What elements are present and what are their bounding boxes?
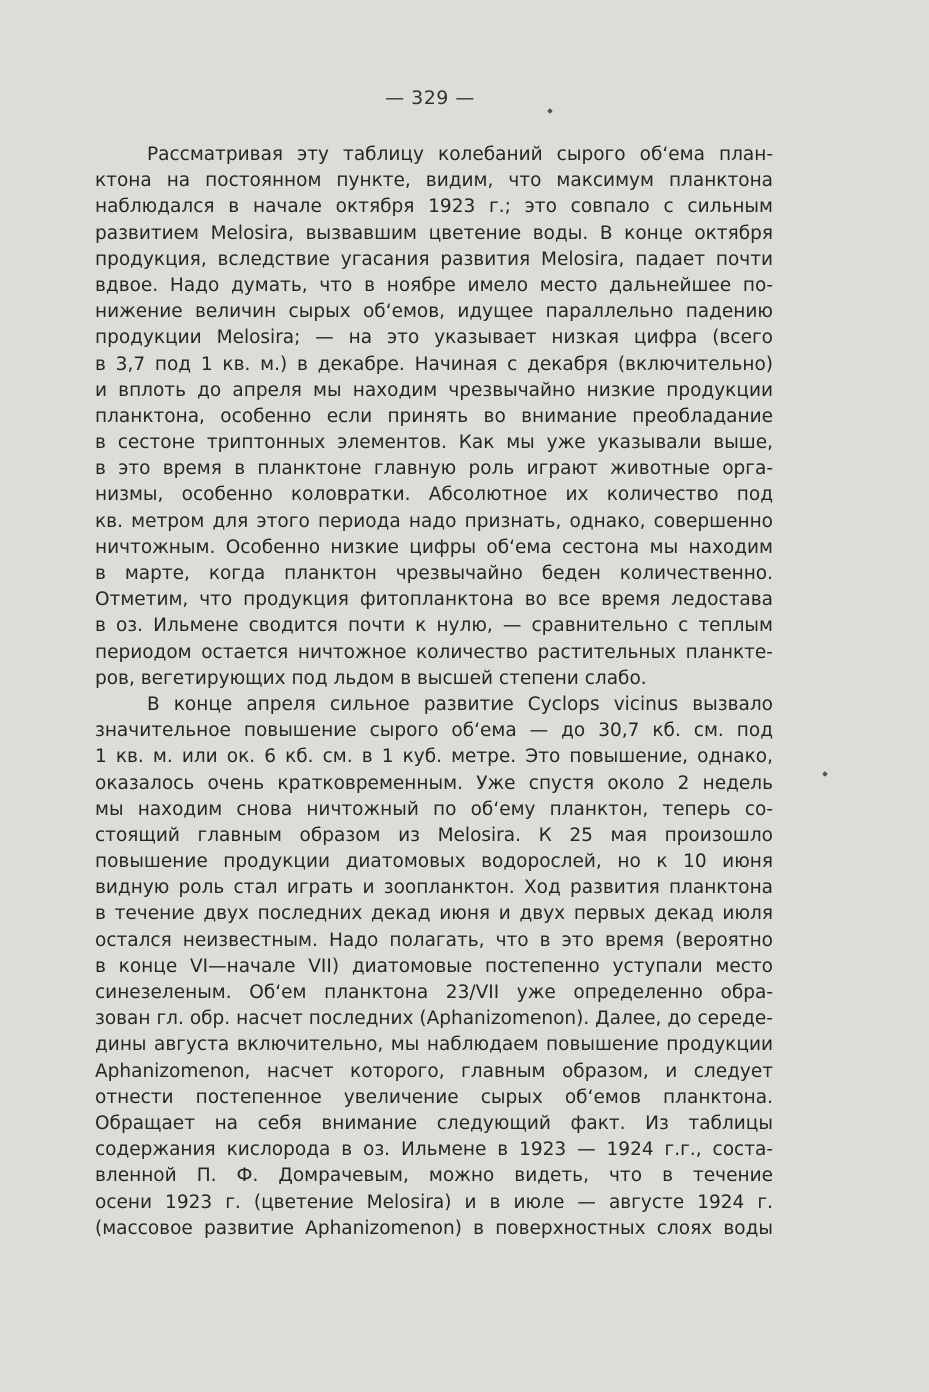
text-line: Рассматривая эту таблицу колебаний сырого об‘ема план-: [147, 144, 773, 165]
text-line: Отметим, что продукция фитопланктона во все время ледостава: [95, 589, 773, 611]
body-text: [95, 142, 773, 1242]
text-line: периодом остается ничтожное количество растительных планкте-: [95, 641, 773, 663]
paragraph-2: [95, 692, 773, 1242]
text-line: (массовое развитие Aphanizomenon) в поверхностных слоях воды: [95, 1217, 773, 1239]
text-line: остался неизвестным. Надо полагать, что в это время (вероятно: [95, 929, 773, 951]
text-line: В конце апреля сильное развитие Cyclops vicinus вызвало: [147, 693, 773, 715]
text-line: вдвое. Надо думать, что в ноябре имело место дальнейшее по-: [95, 274, 773, 296]
text-line: в оз. Ильмене сводится почти к нулю, — сравнительно с теплым: [95, 615, 773, 637]
text-line: значительное повышение сырого об‘ема — до 30,7 кб. см. под: [95, 720, 773, 742]
text-line: в течение двух последних декад июня и двух первых декад июля: [95, 903, 773, 925]
text-line: в конце VI—начале VII) диатомовые постепенно уступали место: [95, 955, 773, 977]
text-line: отнести постепенное увеличение сырых об‘емов планктона.: [95, 1086, 773, 1108]
text-line: низмы, особенно коловратки. Абсолютное их количество под: [95, 484, 773, 506]
paragraph-1: [95, 142, 773, 692]
text-line: продукции Melosira; — на это указывает низкая цифра (всего: [95, 327, 773, 349]
text-line: в марте, когда планктон чрезвычайно беден количественно.: [95, 563, 773, 584]
text-line: содержания кислорода в оз. Ильмене в 1923 — 1924 г.г., соста-: [95, 1139, 773, 1161]
text-line: нижение величин сырых об‘емов, идущее параллельно падению: [95, 301, 773, 323]
text-line: планктона, особенно если принять во внимание преобладание: [95, 405, 773, 427]
text-line: ктона на постоянном пункте, видим, что максимум планктона: [95, 170, 773, 192]
text-line: 1 кв. м. или ок. 6 кб. см. в 1 куб. метре. Это повышение, однако,: [95, 746, 773, 768]
page-number: — 329 —: [385, 87, 475, 109]
text-line: в сестоне триптонных элементов. Как мы уже указывали выше,: [95, 432, 773, 454]
text-line: оказалось очень кратковременным. Уже спустя около 2 недель: [95, 772, 773, 794]
text-line: стоящий главным образом из Melosira. К 25 мая произошло: [95, 824, 773, 846]
text-line: осени 1923 г. (цветение Melosira) и в июле — августе 1924 г.: [95, 1191, 773, 1213]
text-line: в 3,7 под 1 кв. м.) в декабре. Начиная с декабря (включительно): [95, 353, 773, 375]
ink-speck: [547, 108, 553, 114]
ink-speck: [822, 771, 828, 777]
text-line: повышение продукции диатомовых водорослей, но к 10 июня: [95, 851, 773, 873]
text-line: кв. метром для этого периода надо признать, однако, совершенно: [95, 510, 773, 532]
text-line: дины августа включительно, мы наблюдаем повышение продукции: [95, 1034, 773, 1056]
text-line: наблюдался в начале октября 1923 г.; это совпало с сильным: [95, 196, 773, 218]
text-line: продукция, вследствие угасания развития Melosira, падает почти: [95, 248, 773, 270]
text-line: Aphanizomenon, насчет которого, главным образом, и следует: [95, 1060, 773, 1082]
text-line: Обращает на себя внимание следующий факт. Из таблицы: [95, 1112, 773, 1134]
text-line: в это время в планктоне главную роль играют животные орга-: [95, 458, 773, 480]
text-line: мы находим снова ничтожный по об‘ему планктон, теперь со-: [95, 798, 773, 820]
text-line: и вплоть до апреля мы находим чрезвычайно низкие продукции: [95, 379, 773, 401]
text-line: развитием Melosira, вызвавшим цветение воды. В конце октября: [95, 222, 773, 244]
text-line: вленной П. Ф. Домрачевым, можно видеть, что в течение: [95, 1165, 773, 1187]
text-line: ров, вегетирующих под льдом в высшей степени слабо.: [95, 667, 647, 689]
text-line: синезеленым. Об‘ем планктона 23/VII уже определенно обра-: [95, 982, 773, 1003]
text-line: видную роль стал играть и зоопланктон. Ход развития планктона: [95, 877, 773, 899]
text-line: зован гл. обр. насчет последних (Aphanizomenon). Далее, до середе-: [95, 1008, 773, 1030]
text-line: ничтожным. Особенно низкие цифры об‘ема сестона мы находим: [95, 536, 773, 558]
